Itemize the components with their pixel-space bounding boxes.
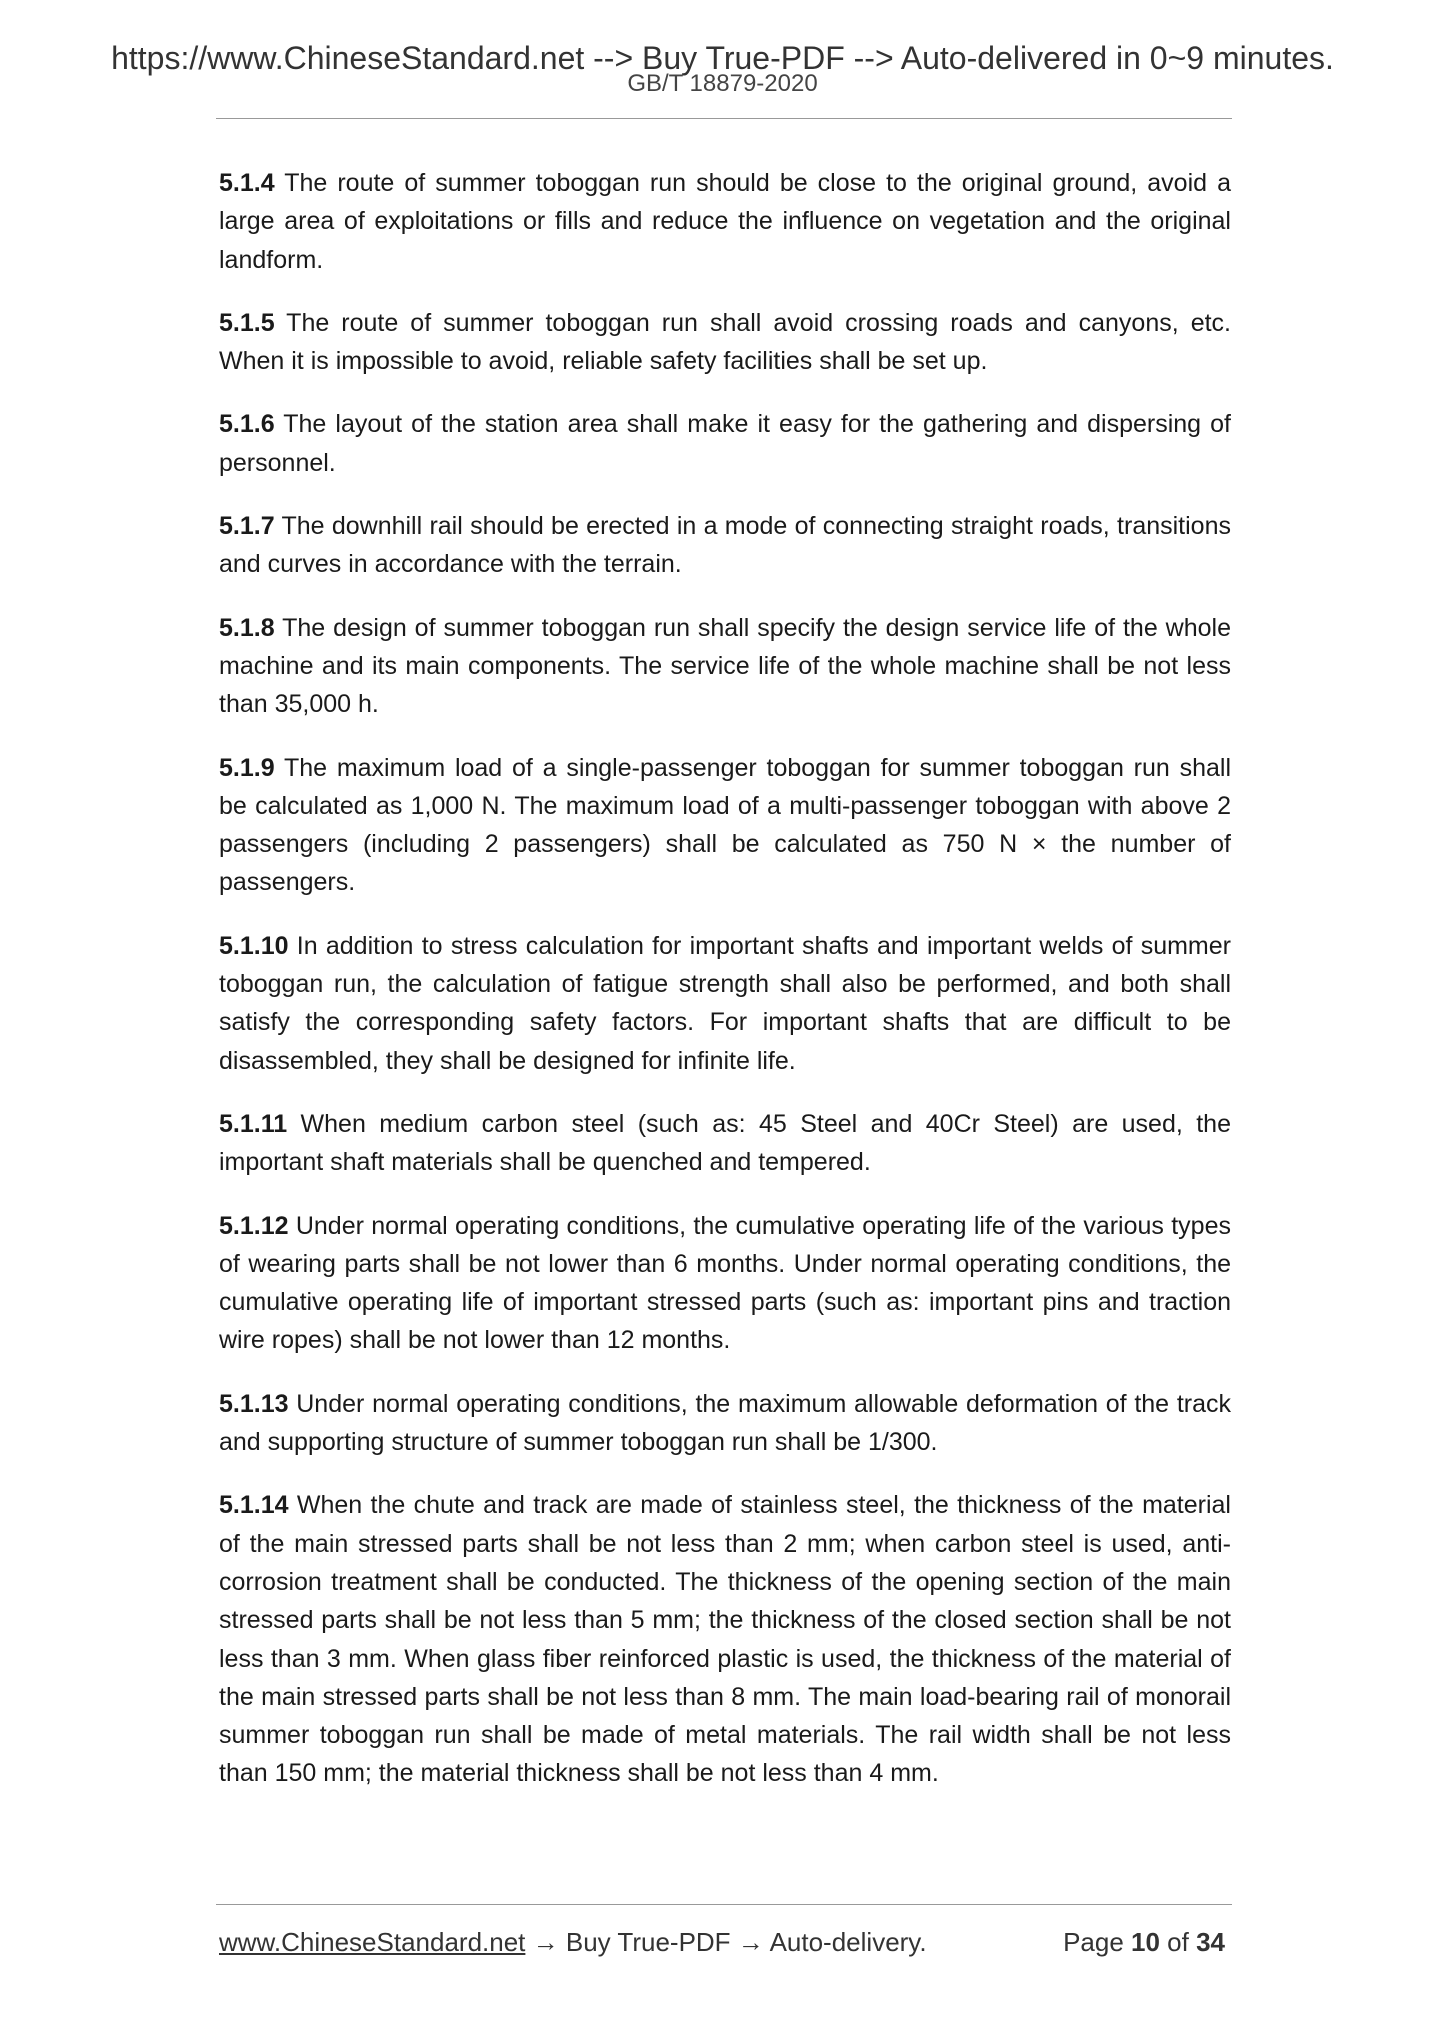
- clause-5-1-10: [219, 927, 1231, 1080]
- clause-5-1-6: [219, 405, 1231, 482]
- document-body: [219, 164, 1231, 1818]
- header-banner: https://www.ChineseStandard.net --> Buy True-PDF --> Auto-delivered in 0~9 minutes.: [111, 40, 1334, 76]
- clause-number: 5.1.14: [219, 1491, 289, 1520]
- footer-promo-text: → Buy True-PDF → Auto-delivery.: [525, 1927, 927, 1957]
- header-divider: [216, 118, 1232, 119]
- page-label: Page: [1063, 1927, 1132, 1957]
- clause-text: Under normal operating conditions, the cumulative operating life of the various types of wearing parts shall be not lower than 6 months. Under normal operating conditions, the cumulative operating life of important stressed parts (such as: important pins and traction wire ropes) shall be not lower than 12 months.: [219, 1211, 1231, 1355]
- footer-divider: [216, 1904, 1232, 1905]
- clause-number: 5.1.7: [219, 512, 275, 541]
- clause-text: The route of summer toboggan run should be close to the original ground, avoid a large area of exploitations or fills and reduce the influence on vegetation and the original landform.: [219, 169, 1231, 274]
- clause-5-1-11: [219, 1105, 1231, 1182]
- footer-promo: [219, 1925, 927, 1959]
- clause-text: The layout of the station area shall make it easy for the gathering and dispersing of personnel.: [219, 410, 1231, 477]
- clause-number: 5.1.13: [219, 1389, 289, 1418]
- clause-5-1-9: [219, 749, 1231, 902]
- document-code: GB/T 18879-2020: [627, 70, 818, 97]
- clause-number: 5.1.9: [219, 753, 275, 782]
- clause-number: 5.1.8: [219, 613, 275, 642]
- clause-5-1-8: [219, 609, 1231, 724]
- clause-text: When the chute and track are made of stainless steel, the thickness of the material of the main stressed parts shall be not less than 2 mm; when carbon steel is used, anti-corrosion treatment shall be conducted. The thickness of the opening section of the main stressed parts shall be not less than 5 mm; the thickness of the closed section shall be not less than 3 mm. When glass fiber reinforced plastic is used, the thickness of the material of the main stressed parts shall be not less than 8 mm. The main load-bearing rail of monorail summer toboggan run shall be made of metal materials. The rail width shall be not less than 150 mm; the material thickness shall be not less than 4 mm.: [219, 1491, 1231, 1788]
- clause-5-1-5: [219, 304, 1231, 381]
- clause-number: 5.1.11: [219, 1109, 288, 1138]
- clause-text: In addition to stress calculation for important shafts and important welds of summer toboggan run, the calculation of fatigue strength shall also be performed, and both shall satisfy the corresponding safety factors. For important shafts that are difficult to be disassembled, they shall be designed for infinite life.: [219, 931, 1231, 1075]
- clause-5-1-13: [219, 1385, 1231, 1462]
- clause-5-1-14: [219, 1486, 1231, 1792]
- clause-number: 5.1.12: [219, 1211, 289, 1240]
- clause-number: 5.1.10: [219, 931, 289, 960]
- clause-text: The downhill rail should be erected in a mode of connecting straight roads, transitions and curves in accordance with the terrain.: [219, 512, 1231, 579]
- page-number: 10: [1131, 1927, 1160, 1957]
- clause-5-1-7: [219, 507, 1231, 584]
- page-indicator: [1063, 1925, 1225, 1959]
- clause-number: 5.1.4: [219, 169, 275, 197]
- page-total: 34: [1196, 1927, 1225, 1957]
- clause-text: The maximum load of a single-passenger toboggan for summer toboggan run shall be calculated as 1,000 N. The maximum load of a multi-passenger toboggan with above 2 passengers (including 2 passengers) shall be calculated as 750 N × the number of passengers.: [219, 753, 1231, 897]
- clause-5-1-12: [219, 1207, 1231, 1360]
- clause-text: The design of summer toboggan run shall specify the design service life of the whole machine and its main components. The service life of the whole machine shall be not less than 35,000 h.: [219, 613, 1231, 719]
- clause-text: When medium carbon steel (such as: 45 Steel and 40Cr Steel) are used, the important shaft materials shall be quenched and tempered.: [219, 1109, 1231, 1177]
- footer-link[interactable]: www.ChineseStandard.net: [219, 1927, 526, 1957]
- page-footer: [219, 1925, 1231, 1959]
- clause-text: Under normal operating conditions, the maximum allowable deformation of the track and supporting structure of summer toboggan run shall be 1/300.: [219, 1389, 1231, 1457]
- clause-text: The route of summer toboggan run shall avoid crossing roads and canyons, etc. When it is impossible to avoid, reliable safety facilities shall be set up.: [219, 308, 1231, 376]
- clause-number: 5.1.6: [219, 410, 275, 439]
- clause-5-1-4: [219, 164, 1231, 279]
- clause-number: 5.1.5: [219, 308, 275, 337]
- page-of-label: of: [1159, 1927, 1197, 1957]
